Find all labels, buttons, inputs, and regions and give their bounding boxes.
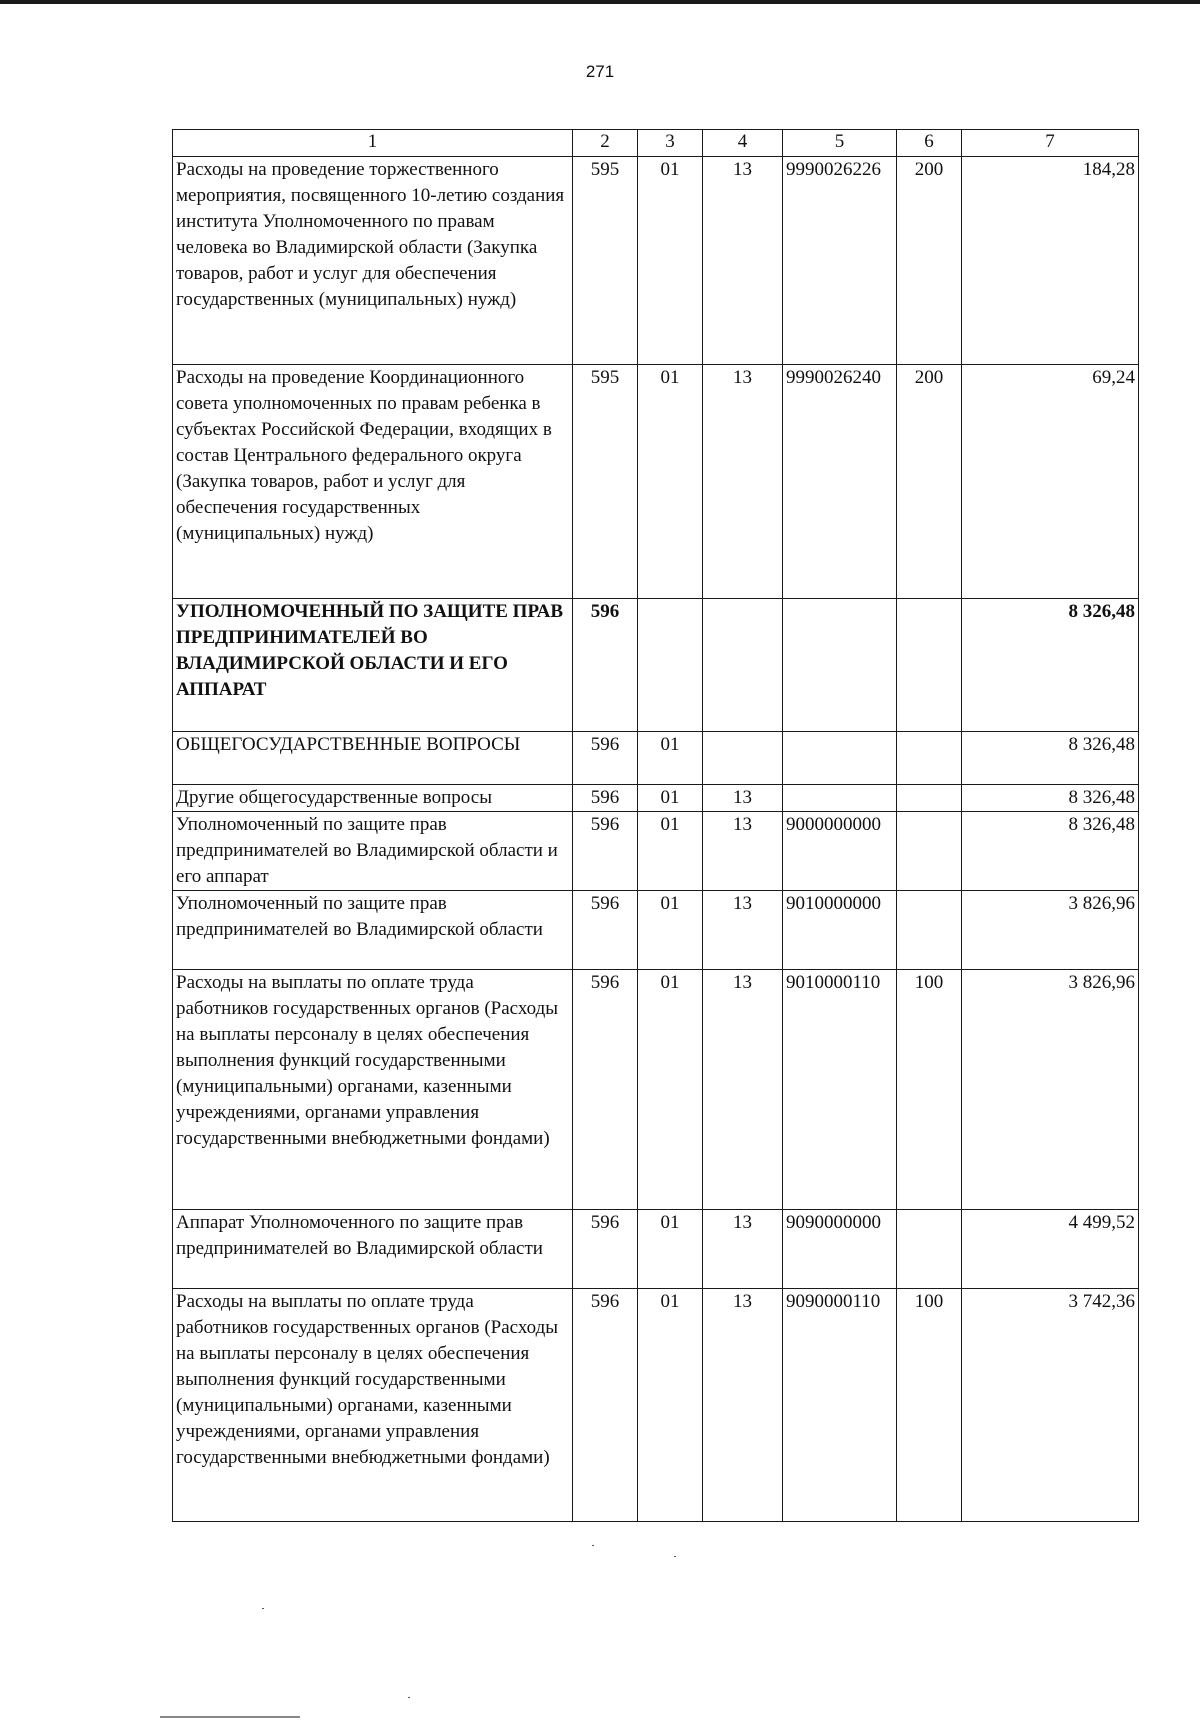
ved-cell: 596 xyxy=(573,1210,638,1289)
table-header-row xyxy=(173,130,1139,157)
csr-cell: 9000000000 xyxy=(783,812,897,891)
csr-cell: 9990026240 xyxy=(783,365,897,599)
rz-cell: 01 xyxy=(638,1210,703,1289)
table-row xyxy=(173,785,1139,812)
pr-cell: 13 xyxy=(703,891,783,970)
scan-speck xyxy=(408,1697,410,1698)
pr-cell: 13 xyxy=(703,970,783,1210)
row-name-cell: Расходы на выплаты по оплате труда работников государственных органов (Расходы на выплаты персоналу в целях обеспечения выполнения функций государственными (муниципальными) органами, казенными учреждениями, органами управления государственными внебюджетными фондами) xyxy=(173,1289,573,1522)
column-header: 2 xyxy=(573,130,638,157)
row-name-cell: Другие общегосударственные вопросы xyxy=(173,785,573,812)
csr-cell: 9010000000 xyxy=(783,891,897,970)
vr-cell xyxy=(897,732,962,785)
csr-cell xyxy=(783,785,897,812)
row-name-cell: Уполномоченный по защите прав предпринимателей во Владимирской области xyxy=(173,891,573,970)
sum-cell: 8 326,48 xyxy=(962,785,1139,812)
vr-cell xyxy=(897,812,962,891)
table-row xyxy=(173,1289,1139,1522)
ved-cell: 596 xyxy=(573,1289,638,1522)
row-name-cell: Расходы на выплаты по оплате труда работников государственных органов (Расходы на выплаты персоналу в целях обеспечения выполнения функций государственными (муниципальными) органами, казенными учреждениями, органами управления государственными внебюджетными фондами) xyxy=(173,970,573,1210)
pr-cell: 13 xyxy=(703,365,783,599)
table-row xyxy=(173,812,1139,891)
table-row xyxy=(173,732,1139,785)
rz-cell: 01 xyxy=(638,365,703,599)
scan-speck xyxy=(674,1556,676,1557)
csr-cell xyxy=(783,599,897,732)
ved-cell: 595 xyxy=(573,365,638,599)
column-header: 6 xyxy=(897,130,962,157)
ved-cell: 595 xyxy=(573,157,638,365)
sum-cell: 3 742,36 xyxy=(962,1289,1139,1522)
rz-cell xyxy=(638,599,703,732)
row-name-cell: Расходы на проведение торжественного мероприятия, посвященного 10-летию создания института Уполномоченного по правам человека во Владимирской области (Закупка товаров, работ и услуг для обеспечения государственных (муниципальных) нужд) xyxy=(173,157,573,365)
row-name-cell: Уполномоченный по защите прав предпринимателей во Владимирской области и его аппарат xyxy=(173,812,573,891)
column-header: 3 xyxy=(638,130,703,157)
rz-cell: 01 xyxy=(638,732,703,785)
page-top-border xyxy=(0,0,1200,4)
vr-cell: 100 xyxy=(897,1289,962,1522)
row-name-cell: ОБЩЕГОСУДАРСТВЕННЫЕ ВОПРОСЫ xyxy=(173,732,573,785)
rz-cell: 01 xyxy=(638,1289,703,1522)
ved-cell: 596 xyxy=(573,891,638,970)
vr-cell: 200 xyxy=(897,365,962,599)
sum-cell: 8 326,48 xyxy=(962,732,1139,785)
scan-speck xyxy=(262,1608,264,1609)
budget-table xyxy=(172,129,1139,1522)
rz-cell: 01 xyxy=(638,157,703,365)
vr-cell xyxy=(897,785,962,812)
ved-cell: 596 xyxy=(573,599,638,732)
ved-cell: 596 xyxy=(573,732,638,785)
pr-cell: 13 xyxy=(703,1289,783,1522)
sum-cell: 8 326,48 xyxy=(962,599,1139,732)
pr-cell: 13 xyxy=(703,157,783,365)
sum-cell: 3 826,96 xyxy=(962,891,1139,970)
bottom-scan-edge xyxy=(160,1716,300,1718)
pr-cell xyxy=(703,599,783,732)
ved-cell: 596 xyxy=(573,812,638,891)
row-name-cell: Аппарат Уполномоченного по защите прав предпринимателей во Владимирской области xyxy=(173,1210,573,1289)
csr-cell: 9090000110 xyxy=(783,1289,897,1522)
sum-cell: 3 826,96 xyxy=(962,970,1139,1210)
pr-cell: 13 xyxy=(703,785,783,812)
vr-cell: 100 xyxy=(897,970,962,1210)
column-header: 5 xyxy=(783,130,897,157)
table-row xyxy=(173,891,1139,970)
ved-cell: 596 xyxy=(573,970,638,1210)
column-header: 4 xyxy=(703,130,783,157)
vr-cell xyxy=(897,891,962,970)
table-row xyxy=(173,365,1139,599)
rz-cell: 01 xyxy=(638,785,703,812)
csr-cell: 9090000000 xyxy=(783,1210,897,1289)
vr-cell: 200 xyxy=(897,157,962,365)
pr-cell: 13 xyxy=(703,1210,783,1289)
column-header: 7 xyxy=(962,130,1139,157)
page-number: 271 xyxy=(585,62,615,81)
sum-cell: 69,24 xyxy=(962,365,1139,599)
vr-cell xyxy=(897,1210,962,1289)
csr-cell: 9010000110 xyxy=(783,970,897,1210)
table-row xyxy=(173,599,1139,732)
vr-cell xyxy=(897,599,962,732)
sum-cell: 8 326,48 xyxy=(962,812,1139,891)
scan-speck xyxy=(592,1545,594,1546)
table-row xyxy=(173,970,1139,1210)
row-name-cell: Расходы на проведение Координационного совета уполномоченных по правам ребенка в субъектах Российской Федерации, входящих в состав Центрального федерального округа (Закупка товаров, работ и услуг для обеспечения государственных (муниципальных) нужд) xyxy=(173,365,573,599)
column-header: 1 xyxy=(173,130,573,157)
rz-cell: 01 xyxy=(638,970,703,1210)
csr-cell xyxy=(783,732,897,785)
rz-cell: 01 xyxy=(638,891,703,970)
csr-cell: 9990026226 xyxy=(783,157,897,365)
sum-cell: 184,28 xyxy=(962,157,1139,365)
table-row xyxy=(173,1210,1139,1289)
pr-cell: 13 xyxy=(703,812,783,891)
rz-cell: 01 xyxy=(638,812,703,891)
table-row xyxy=(173,157,1139,365)
pr-cell xyxy=(703,732,783,785)
sum-cell: 4 499,52 xyxy=(962,1210,1139,1289)
row-name-cell: УПОЛНОМОЧЕННЫЙ ПО ЗАЩИТЕ ПРАВ ПРЕДПРИНИМАТЕЛЕЙ ВО ВЛАДИМИРСКОЙ ОБЛАСТИ И ЕГО АППАРАТ xyxy=(173,599,573,732)
ved-cell: 596 xyxy=(573,785,638,812)
